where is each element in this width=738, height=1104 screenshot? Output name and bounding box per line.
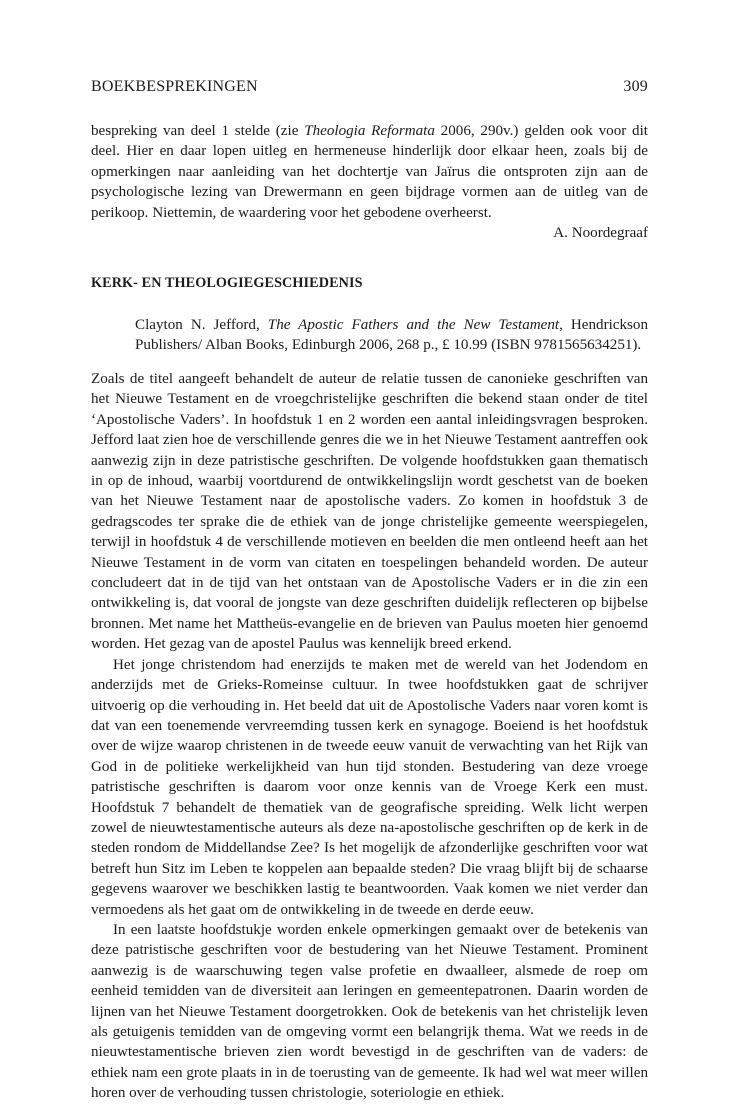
review-paragraph-2: Het jonge christendom had enerzijds te maken met de wereld van het Jodendom en anderzijds met de Grieks-Romeinse cultuur. In twee hoofdstukken gaat de schrijver uitvoerig op die verhouding in. Het beeld dat uit de Apostolische Vaders naar voren komt is dat van een toenemende vervreemding tussen kerk en synagoge. Boeiend is het hoofdstuk over de wijze waarop christenen in de tweede eeuw vanuit de verwachting van het Rijk van God in de politieke werkelijkheid van hun tijd stonden. Bestudering van deze vroege patristische geschriften is daarom voor onze kennis van de Vroege Kerk een must. Hoofdstuk 7 behandelt de thematiek van de geografische spreiding. Welk licht werpen zowel de nieuwtestamentische auteurs als deze na-apostolische geschriften op de kerk in de steden rondom de Middellandse Zee? Is het mogelijk de afzonderlijke geschriften voor wat betreft hun Sitz im Leben te koppelen aan bepaalde steden? Die vraag blijft bij de schaarse gegevens waarover we beschikken lastig te beantwoorden. Vaak komen we niet verder dan vermoedens als het gaat om de ontwikkeling in de tweede en derde eeuw. — [91, 656, 648, 918]
book-title: The Apostic Fathers and the New Testament, — [267, 317, 563, 333]
review-paragraph-3: In een laatste hoofdstukje worden enkele opmerkingen gemaakt over de betekenis van deze patristische geschriften voor de bestudering van het Nieuwe Testament. Prominent aanwezig is de waarschuwing tegen valse profetie en dwaalleer, alsmede de roep om eenheid temidden van de diversiteit aan leringen en gemeentepatronen. Daarin worden de lijnen van het Nieuwe Testament doorgetrokken. Ook de betekenis van het christelijk leven als getuigenis temidden van de omgeving vormt een belangrijk thema. Wat we reeds in de nieuwtestamentische brieven zien wordt bevestigd in de geschriften van de vaders: de ethiek nam een grote plaats in in de toerusting van de gemeente. Ik had wel wat meer willen horen over de verhouding tussen christologie, soteriologie en ethiek. — [91, 921, 648, 1102]
running-title: BOEKBESPREKINGEN — [91, 78, 258, 95]
running-header — [91, 78, 648, 96]
book-citation — [135, 315, 648, 356]
journal-title: Theologia Reformata — [304, 123, 435, 139]
reviewer-signature: A. Noordegraaf — [553, 225, 648, 242]
previous-review-paragraph — [91, 121, 648, 223]
review-paragraph-1: Zoals de titel aangeeft behandelt de auteur de relatie tussen de canonieke geschriften van het Nieuwe Testament en de vroegchristelijke geschriften die bekend staan onder de titel ‘Apostolische Vaders’. In hoofdstuk 1 en 2 worden een aantal inleidingsvragen besproken. Jefford laat zien hoe de verschillende genres die we in het Nieuwe Testament aantreffen ook aanwezig zijn in deze patristische geschriften. De volgende hoofdstukken gaan thematisch in op de inhoud, waarbij voortdurend de ontwikkelingslijn wordt geschetst van de boeken van het Nieuwe Testament naar de apostolische vaders. Zo komen in hoofdstuk 3 de gedragscodes ter sprake die de ethiek van de jonge christelijke gemeente weerspiegelen, terwijl in hoofdstuk 4 de verschillende motieven en beelden die men ontleend heeft aan het Nieuwe Testament in de vorm van citaten en toespelingen behandeld worden. De auteur concludeert dat in de tijd van het ontstaan van de Apostolische Vaders er in die zin een ontwikkeling is, dat vooral de jongste van deze geschriften duidelijk reflecteren op bijbelse bronnen. Met name het Mattheüs-evangelie en de brieven van Paulus moeten hier genoemd worden. Het gezag van de apostel Paulus was kennelijk breed erkend. — [91, 371, 648, 653]
page-number: 309 — [623, 78, 648, 95]
text-segment: 2006, 290v.) gelden ook voor dit deel. Hier en daar lopen uitleg en hermeneuse hinderlijk door elkaar heen, zoals bij de opmerkingen naar aanleiding van het dochtertje van Jaïrus die ontsproten zijn aan de psychologische lezing van Drewermann en geen bijdrage vormen aan de uitleg van de perikoop. Niettemin, de waardering voor het gebodene overheerst. — [91, 123, 648, 221]
book-author: Clayton N. Jefford, — [135, 317, 260, 333]
previous-review-ending — [91, 121, 648, 243]
book-details: Hendrickson Publishers/ Alban Books, Edinburgh 2006, 268 p., £ 10.99 (ISBN 9781565634251). — [135, 317, 649, 354]
section-heading: KERK- EN THEOLOGIEGESCHIEDENIS — [91, 275, 363, 291]
text-segment: bespreking van deel 1 stelde (zie — [91, 123, 305, 139]
review-body — [91, 369, 648, 1104]
